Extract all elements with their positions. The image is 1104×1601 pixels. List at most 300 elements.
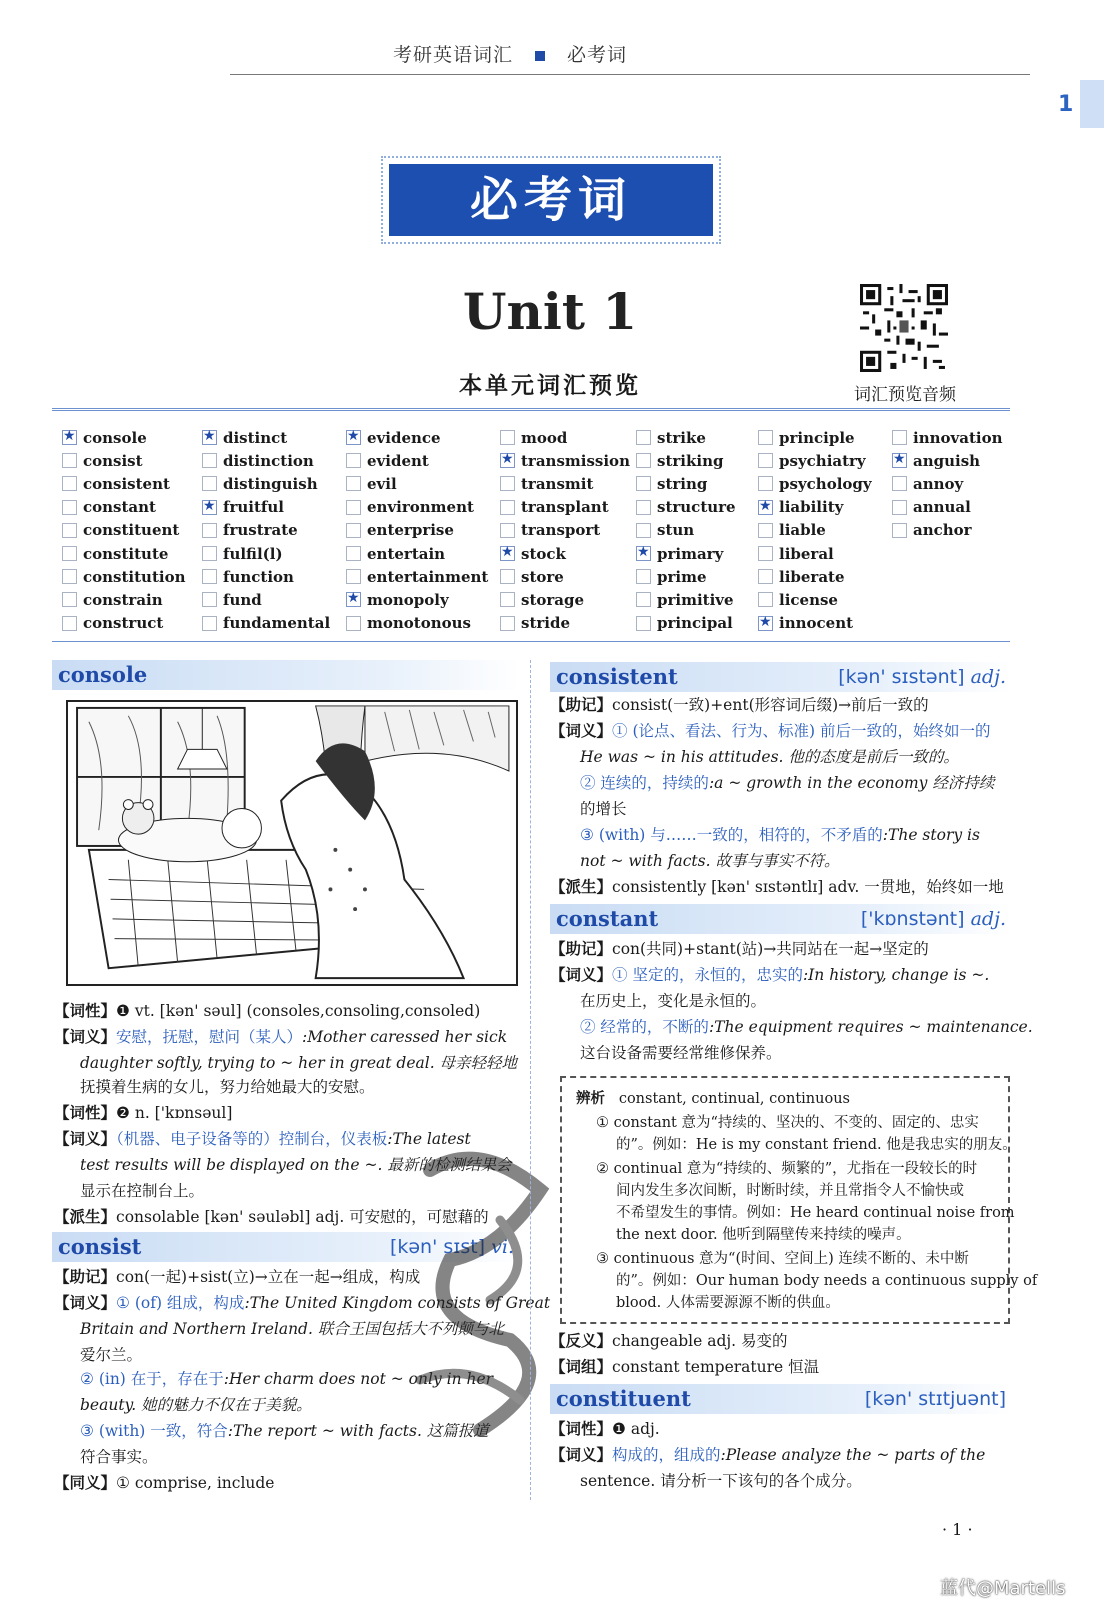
vocab-word: fund bbox=[223, 590, 262, 609]
example: :Mother caressed her sick bbox=[302, 1028, 508, 1046]
checkbox-icon[interactable] bbox=[62, 523, 77, 538]
translation: 的增长 bbox=[580, 800, 627, 818]
line-text: con(一起)+sist(立)→立在一起→组成，构成 bbox=[116, 1268, 421, 1286]
section-banner-title: 必考词 bbox=[389, 164, 713, 236]
vocab-word: construct bbox=[83, 614, 164, 633]
vocab-item[interactable] bbox=[758, 542, 908, 565]
vocab-item[interactable] bbox=[62, 588, 212, 611]
checkbox-icon[interactable] bbox=[636, 569, 651, 584]
vocab-item[interactable] bbox=[346, 588, 496, 611]
constant-def-1 bbox=[550, 964, 989, 986]
phonetic-text: [kən' sɪst] bbox=[389, 1236, 486, 1258]
tag-ciyi: 【词义】 bbox=[54, 1129, 117, 1148]
vocab-word: frustrate bbox=[223, 521, 298, 540]
translation: 在历史上，变化是永恒的。 bbox=[580, 992, 767, 1010]
checkbox-icon[interactable] bbox=[202, 453, 217, 468]
consist-example-line bbox=[80, 1394, 312, 1416]
checkbox-icon[interactable] bbox=[62, 569, 77, 584]
vocab-word: liberal bbox=[779, 544, 834, 563]
vocab-word: store bbox=[521, 567, 564, 586]
vocab-word: liberate bbox=[779, 567, 845, 586]
checkbox-icon[interactable] bbox=[636, 592, 651, 607]
vocab-item[interactable] bbox=[202, 449, 352, 472]
vocab-word: license bbox=[779, 590, 838, 609]
checkbox-icon[interactable] bbox=[62, 546, 77, 561]
consist-example-line bbox=[80, 1344, 142, 1366]
checkbox-icon[interactable] bbox=[62, 453, 77, 468]
example: :The report ~ with facts. 这篇报道 bbox=[227, 1422, 489, 1440]
vocab-word: innocent bbox=[779, 614, 854, 633]
vocab-word: transmit bbox=[521, 474, 594, 493]
vocab-column bbox=[346, 426, 496, 635]
bianxi-line: 的”。例如：He is my constant friend. 他是我忠实的朋友。 bbox=[616, 1137, 1017, 1153]
vocab-word: string bbox=[657, 474, 708, 493]
checkbox-icon[interactable] bbox=[636, 476, 651, 491]
constant-mnemonic bbox=[550, 938, 929, 960]
vocab-item[interactable] bbox=[62, 612, 212, 635]
vocab-word: strike bbox=[657, 428, 706, 447]
section-banner bbox=[381, 156, 721, 244]
vocab-item[interactable] bbox=[758, 565, 908, 588]
definition-zh: ② 经常的，不断的 bbox=[580, 1018, 709, 1036]
entry-header-consistent bbox=[550, 662, 1012, 692]
tag-paisheng: 【派生】 bbox=[54, 1207, 117, 1226]
checkbox-icon[interactable] bbox=[62, 500, 77, 515]
vocab-item[interactable] bbox=[202, 519, 352, 542]
vocab-item[interactable] bbox=[62, 542, 212, 565]
checkbox-icon[interactable] bbox=[62, 616, 77, 631]
starred-checkbox-icon[interactable] bbox=[202, 430, 217, 445]
vocab-word: transplant bbox=[521, 498, 609, 517]
checkbox-icon[interactable] bbox=[636, 453, 651, 468]
definition-zh: ① (论点、看法、行为、标准) 前后一致的，始终如一的 bbox=[612, 722, 991, 740]
vocab-item[interactable] bbox=[202, 472, 352, 495]
checkbox-icon[interactable] bbox=[500, 500, 515, 515]
vocab-item[interactable] bbox=[500, 426, 650, 449]
header-rule bbox=[230, 74, 1030, 75]
vocab-word: striking bbox=[657, 451, 724, 470]
example: :Her charm does not ~ only in her bbox=[223, 1370, 494, 1388]
checkbox-icon[interactable] bbox=[758, 523, 773, 538]
vocab-word: psychiatry bbox=[779, 451, 866, 470]
vocab-item[interactable] bbox=[62, 496, 212, 519]
starred-checkbox-icon[interactable] bbox=[758, 616, 773, 631]
translation: 这台设备需要经常维修保养。 bbox=[580, 1044, 782, 1062]
running-header bbox=[320, 40, 700, 67]
translation: sentence. 请分析一下该句的各个成分。 bbox=[580, 1472, 862, 1490]
tag-zhuji: 【助记】 bbox=[54, 1267, 117, 1286]
phonetic-text: ['kɒnstənt] bbox=[860, 908, 965, 930]
vocab-item[interactable] bbox=[758, 612, 908, 635]
constituent-def bbox=[550, 1444, 985, 1466]
checkbox-icon[interactable] bbox=[500, 569, 515, 584]
consistent-def-2 bbox=[580, 772, 994, 794]
compared-words: constant, continual, continuous bbox=[618, 1091, 850, 1107]
vocab-word: fundamental bbox=[223, 614, 331, 633]
vocab-item[interactable] bbox=[202, 588, 352, 611]
headword: console bbox=[58, 662, 148, 687]
preview-title: 本单元词汇预览 bbox=[459, 372, 641, 399]
vocab-item[interactable] bbox=[62, 472, 212, 495]
consistent-def-1 bbox=[550, 720, 990, 742]
vocab-column bbox=[758, 426, 908, 635]
vocab-item[interactable] bbox=[500, 496, 650, 519]
vocab-word: consist bbox=[83, 451, 143, 470]
vocab-word: annoy bbox=[913, 474, 964, 493]
vocab-column bbox=[892, 426, 1042, 542]
unit-title: Unit 1 bbox=[462, 282, 638, 341]
example: :The equipment requires ~ maintenance. bbox=[708, 1018, 1033, 1036]
vocab-word: entertainment bbox=[367, 567, 489, 586]
vocab-word: constitution bbox=[83, 567, 186, 586]
vocab-word: stun bbox=[657, 521, 695, 540]
checkbox-icon[interactable] bbox=[758, 592, 773, 607]
entry-header-consist bbox=[52, 1232, 520, 1262]
header-separator bbox=[535, 51, 545, 61]
vocab-item[interactable] bbox=[202, 612, 352, 635]
checkbox-icon[interactable] bbox=[62, 476, 77, 491]
tag-cixing: 【词性】 bbox=[54, 1001, 117, 1020]
vocab-item[interactable] bbox=[892, 449, 1042, 472]
checkbox-icon[interactable] bbox=[346, 616, 361, 631]
vocab-item[interactable] bbox=[500, 565, 650, 588]
vocab-word: annual bbox=[913, 498, 971, 517]
vocab-word: transmission bbox=[521, 451, 630, 470]
vocab-word: stock bbox=[521, 544, 566, 563]
line-text: constant temperature 恒温 bbox=[612, 1358, 820, 1376]
vocab-item[interactable] bbox=[500, 542, 650, 565]
part-of-speech: vi. bbox=[491, 1236, 514, 1258]
checkbox-icon[interactable] bbox=[892, 500, 907, 515]
tag-zhuji: 【助记】 bbox=[550, 939, 613, 958]
vocab-item[interactable] bbox=[500, 472, 650, 495]
checkbox-icon[interactable] bbox=[636, 523, 651, 538]
example: :In history, change is ~. bbox=[802, 966, 990, 984]
vocab-item[interactable] bbox=[892, 426, 1042, 449]
vocab-item[interactable] bbox=[202, 496, 352, 519]
constant-example-line bbox=[580, 1042, 782, 1064]
console-def-2 bbox=[54, 1128, 471, 1150]
bianxi-heading bbox=[576, 1088, 850, 1110]
translation: 符合事实。 bbox=[80, 1448, 158, 1466]
phonetic bbox=[861, 904, 1006, 934]
vocab-word: innovation bbox=[913, 428, 1003, 447]
vocab-word: storage bbox=[521, 590, 585, 609]
vocab-word: anchor bbox=[913, 521, 972, 540]
vocab-item[interactable] bbox=[892, 496, 1042, 519]
vocab-item[interactable] bbox=[202, 542, 352, 565]
vocab-word: entertain bbox=[367, 544, 446, 563]
vocab-word: stride bbox=[521, 614, 571, 633]
bianxi-line: the next door. 他听到隔壁传来持续的噪声。 bbox=[616, 1227, 911, 1243]
vocab-word: environment bbox=[367, 498, 474, 517]
example: :a ~ growth in the economy 经济持续 bbox=[708, 774, 995, 792]
checkbox-icon[interactable] bbox=[500, 476, 515, 491]
vocab-item[interactable] bbox=[346, 565, 496, 588]
vocab-item[interactable] bbox=[500, 519, 650, 542]
line-text: consist(一致)+ent(形容词后缀)→前后一致的 bbox=[612, 696, 929, 714]
vocab-word: console bbox=[83, 428, 147, 447]
discrimination-box bbox=[560, 1076, 1038, 1324]
tag-cizu: 【词组】 bbox=[550, 1357, 613, 1376]
example: beauty. 她的魅力不仅在于美貌。 bbox=[80, 1396, 312, 1414]
consistent-derivative bbox=[550, 876, 1004, 898]
line-text: changeable adj. 易变的 bbox=[612, 1332, 788, 1350]
vocab-item[interactable] bbox=[758, 588, 908, 611]
vocab-item[interactable] bbox=[758, 449, 908, 472]
checkbox-icon[interactable] bbox=[62, 592, 77, 607]
headword: constant bbox=[556, 906, 659, 931]
vocab-word: liability bbox=[779, 498, 844, 517]
consistent-mnemonic bbox=[550, 694, 929, 716]
side-tab bbox=[1080, 80, 1104, 128]
definition-zh: ① (of) 组成，构成 bbox=[116, 1294, 245, 1312]
checkbox-icon[interactable] bbox=[346, 546, 361, 561]
vocab-item[interactable] bbox=[758, 472, 908, 495]
vocab-item[interactable] bbox=[758, 496, 908, 519]
starred-checkbox-icon[interactable] bbox=[500, 546, 515, 561]
starred-checkbox-icon[interactable] bbox=[62, 430, 77, 445]
constant-def-2 bbox=[580, 1016, 1033, 1038]
checkbox-icon[interactable] bbox=[758, 453, 773, 468]
checkbox-icon[interactable] bbox=[500, 523, 515, 538]
headword: consist bbox=[58, 1234, 142, 1259]
checkbox-icon[interactable] bbox=[202, 546, 217, 561]
starred-checkbox-icon[interactable] bbox=[346, 592, 361, 607]
tag-ciyi: 【词义】 bbox=[54, 1293, 117, 1312]
headword: consistent bbox=[556, 664, 678, 689]
vocab-item[interactable] bbox=[346, 426, 496, 449]
preview-rule bbox=[52, 408, 1010, 411]
vocab-item[interactable] bbox=[500, 612, 650, 635]
vocab-word: structure bbox=[657, 498, 736, 517]
console-example-line bbox=[80, 1052, 517, 1074]
starred-checkbox-icon[interactable] bbox=[636, 546, 651, 561]
bianxi-line: 间内发生多次间断，时断时续，并且常指令人不愉快或 bbox=[616, 1183, 964, 1199]
consistent-def-3 bbox=[580, 824, 980, 846]
starred-checkbox-icon[interactable] bbox=[202, 500, 217, 515]
starred-checkbox-icon[interactable] bbox=[346, 430, 361, 445]
tag-cixing: 【词性】 bbox=[550, 1419, 613, 1438]
translation: 显示在控制台上。 bbox=[80, 1182, 205, 1200]
consist-mnemonic bbox=[54, 1266, 420, 1288]
checkbox-icon[interactable] bbox=[892, 430, 907, 445]
vocab-word: primitive bbox=[657, 590, 734, 609]
line-text: ❶ vt. [kən' səul] (consoles,consoling,consoled) bbox=[116, 1002, 481, 1020]
example: :The latest bbox=[387, 1130, 471, 1148]
vocab-item[interactable] bbox=[346, 519, 496, 542]
tag-ciyi: 【词义】 bbox=[550, 965, 613, 984]
definition-zh: 构成的，组成的 bbox=[612, 1446, 721, 1464]
definition-zh: ② 连续的，持续的 bbox=[580, 774, 709, 792]
tag-ciyi: 【词义】 bbox=[550, 721, 613, 740]
vocab-word: consistent bbox=[83, 474, 170, 493]
vocab-word: principal bbox=[657, 614, 733, 633]
vocab-item[interactable] bbox=[500, 449, 650, 472]
checkbox-icon[interactable] bbox=[346, 569, 361, 584]
checkbox-icon[interactable] bbox=[636, 616, 651, 631]
vocab-word: monotonous bbox=[367, 614, 471, 633]
starred-checkbox-icon[interactable] bbox=[892, 453, 907, 468]
vocab-item[interactable] bbox=[346, 612, 496, 635]
vocab-item[interactable] bbox=[346, 542, 496, 565]
checkbox-icon[interactable] bbox=[202, 476, 217, 491]
console-example-line bbox=[80, 1076, 375, 1098]
phonetic bbox=[390, 1232, 514, 1262]
consist-example-line bbox=[80, 1446, 158, 1468]
vocab-item[interactable] bbox=[202, 426, 352, 449]
checkbox-icon[interactable] bbox=[636, 430, 651, 445]
consist-synonyms bbox=[54, 1472, 274, 1494]
part-of-speech: adj. bbox=[970, 908, 1006, 930]
definition-zh: ① 坚定的，永恒的，忠实的 bbox=[612, 966, 803, 984]
qr-code[interactable] bbox=[860, 284, 948, 372]
bianxi-line: blood. 人体需要源源不断的供血。 bbox=[616, 1295, 840, 1311]
vocab-item[interactable] bbox=[758, 519, 908, 542]
tag-ciyi: 【词义】 bbox=[550, 1445, 613, 1464]
line-text: ❷ n. ['kɒnsəul] bbox=[116, 1104, 233, 1122]
line-text: ① comprise, include bbox=[116, 1474, 275, 1492]
starred-checkbox-icon[interactable] bbox=[500, 453, 515, 468]
vocab-word: principle bbox=[779, 428, 855, 447]
vocab-word: constituent bbox=[83, 521, 180, 540]
tag-zhuji: 【助记】 bbox=[550, 695, 613, 714]
consist-def-2 bbox=[80, 1368, 493, 1390]
checkbox-icon[interactable] bbox=[892, 476, 907, 491]
vocab-item[interactable] bbox=[892, 472, 1042, 495]
vocab-word: constrain bbox=[83, 590, 163, 609]
vocab-word: evil bbox=[367, 474, 397, 493]
line-text: ❶ adj. bbox=[612, 1420, 660, 1438]
checkbox-icon[interactable] bbox=[202, 616, 217, 631]
definition-zh: ③ (with) 与……一致的，相符的，不矛盾的 bbox=[580, 826, 883, 844]
header-book-title: 考研英语词汇 bbox=[392, 44, 513, 66]
consist-example-line bbox=[80, 1318, 504, 1340]
console-def-1 bbox=[54, 1026, 507, 1048]
vocab-item[interactable] bbox=[202, 565, 352, 588]
vocab-word: evidence bbox=[367, 428, 441, 447]
watermark: 蓝代@Martells bbox=[940, 1578, 1066, 1599]
vocab-item[interactable] bbox=[758, 426, 908, 449]
example: Britain and Northern Ireland. 联合王国包括大不列颠与北 bbox=[80, 1320, 504, 1338]
definition-zh: ② (in) 在于，存在于 bbox=[80, 1370, 224, 1388]
vocab-word: distinct bbox=[223, 428, 288, 447]
vocab-item[interactable] bbox=[892, 519, 1042, 542]
vocab-item[interactable] bbox=[346, 449, 496, 472]
column-divider bbox=[530, 660, 531, 1500]
translation: 抚摸着生病的女儿，努力给她最大的安慰。 bbox=[80, 1078, 375, 1096]
checkbox-icon[interactable] bbox=[892, 523, 907, 538]
example: not ~ with facts. 故事与事实不符。 bbox=[580, 852, 840, 870]
vocab-word: fulfil(l) bbox=[223, 544, 283, 563]
vocab-item[interactable] bbox=[346, 496, 496, 519]
qr-label: 词汇预览音频 bbox=[854, 385, 956, 405]
vocab-word: anguish bbox=[913, 451, 981, 470]
vocab-item[interactable] bbox=[62, 449, 212, 472]
example: :Please analyze the ~ parts of the bbox=[720, 1446, 986, 1464]
vocab-item[interactable] bbox=[346, 472, 496, 495]
vocab-word: prime bbox=[657, 567, 707, 586]
constant-example-line bbox=[580, 990, 766, 1012]
starred-checkbox-icon[interactable] bbox=[758, 500, 773, 515]
example: :The story is bbox=[882, 826, 980, 844]
checkbox-icon[interactable] bbox=[202, 523, 217, 538]
checkbox-icon[interactable] bbox=[500, 616, 515, 631]
consistent-example-line bbox=[580, 850, 839, 872]
vocab-word: function bbox=[223, 567, 294, 586]
tag-bianxi: 辨析 bbox=[576, 1090, 605, 1107]
vocab-word: psychology bbox=[779, 474, 872, 493]
vocab-word: distinguish bbox=[223, 474, 318, 493]
bianxi-line: ② continual 意为“持续的、频繁的”，尤指在一段较长的时 bbox=[596, 1161, 978, 1177]
checkbox-icon[interactable] bbox=[346, 476, 361, 491]
checkbox-icon[interactable] bbox=[500, 430, 515, 445]
checkbox-icon[interactable] bbox=[346, 523, 361, 538]
header-section: 必考词 bbox=[567, 44, 628, 66]
tag-paisheng: 【派生】 bbox=[550, 877, 613, 896]
bianxi-line: 不希望发生的事情。例如：He heard continual noise from bbox=[616, 1205, 1015, 1221]
checkbox-icon[interactable] bbox=[758, 430, 773, 445]
vocab-word: primary bbox=[657, 544, 724, 563]
phonetic: [kən' stɪtjuənt] bbox=[864, 1388, 1006, 1410]
phonetic bbox=[838, 662, 1006, 692]
definition-zh: （机器、电子设备等的）控制台，仪表板 bbox=[116, 1130, 388, 1148]
line-text: con(共同)+stant(站)→共同站在一起→坚定的 bbox=[612, 940, 929, 958]
tag-tongyi: 【同义】 bbox=[54, 1473, 117, 1492]
vocab-item[interactable] bbox=[62, 565, 212, 588]
checkbox-icon[interactable] bbox=[758, 569, 773, 584]
checkbox-icon[interactable] bbox=[202, 569, 217, 584]
tag-cixing: 【词性】 bbox=[54, 1103, 117, 1122]
line-text: consistently [kən' sɪstəntlɪ] adv. 一贯地，始终如一地 bbox=[612, 878, 1004, 896]
example: daughter softly, trying to ~ her in great deal. 母亲轻轻地 bbox=[80, 1054, 518, 1072]
headword: constituent bbox=[556, 1386, 691, 1411]
checkbox-icon[interactable] bbox=[346, 453, 361, 468]
vocab-column bbox=[500, 426, 650, 635]
bedside-illustration bbox=[66, 700, 518, 986]
example: test results will be displayed on the ~. 最新的检测结果会 bbox=[80, 1156, 512, 1174]
checkbox-icon[interactable] bbox=[202, 592, 217, 607]
vocab-word: liable bbox=[779, 521, 826, 540]
tag-fanyi: 【反义】 bbox=[550, 1331, 613, 1350]
line-text: consolable [kən' səuləbl] adj. 可安慰的，可慰藉的 bbox=[116, 1208, 489, 1226]
tag-ciyi: 【词义】 bbox=[54, 1027, 117, 1046]
constituent-example-line bbox=[580, 1470, 862, 1492]
vocab-item[interactable] bbox=[500, 588, 650, 611]
console-derivative bbox=[54, 1206, 489, 1228]
console-pos-2 bbox=[54, 1102, 232, 1124]
checkbox-icon[interactable] bbox=[636, 500, 651, 515]
grid-rule bbox=[52, 641, 1010, 642]
checkbox-icon[interactable] bbox=[500, 592, 515, 607]
consistent-example-line bbox=[580, 798, 627, 820]
vocab-word: monopoly bbox=[367, 590, 449, 609]
vocab-word: distinction bbox=[223, 451, 314, 470]
vocab-preview-grid bbox=[62, 426, 1012, 636]
console-example-line bbox=[80, 1154, 511, 1176]
vocab-word: constitute bbox=[83, 544, 169, 563]
side-tab-number: 1 bbox=[1058, 92, 1074, 117]
phonetic-text: [kən' sɪstənt] bbox=[838, 666, 965, 688]
part-of-speech: adj. bbox=[970, 666, 1006, 688]
checkbox-icon[interactable] bbox=[346, 500, 361, 515]
checkbox-icon[interactable] bbox=[758, 546, 773, 561]
page-number: · 1 · bbox=[942, 1520, 973, 1539]
bianxi-line: ③ continuous 意为“(时间、空间上) 连续不断的、未中断 bbox=[596, 1251, 969, 1267]
checkbox-icon[interactable] bbox=[758, 476, 773, 491]
vocab-item[interactable] bbox=[62, 426, 212, 449]
vocab-item[interactable] bbox=[62, 519, 212, 542]
